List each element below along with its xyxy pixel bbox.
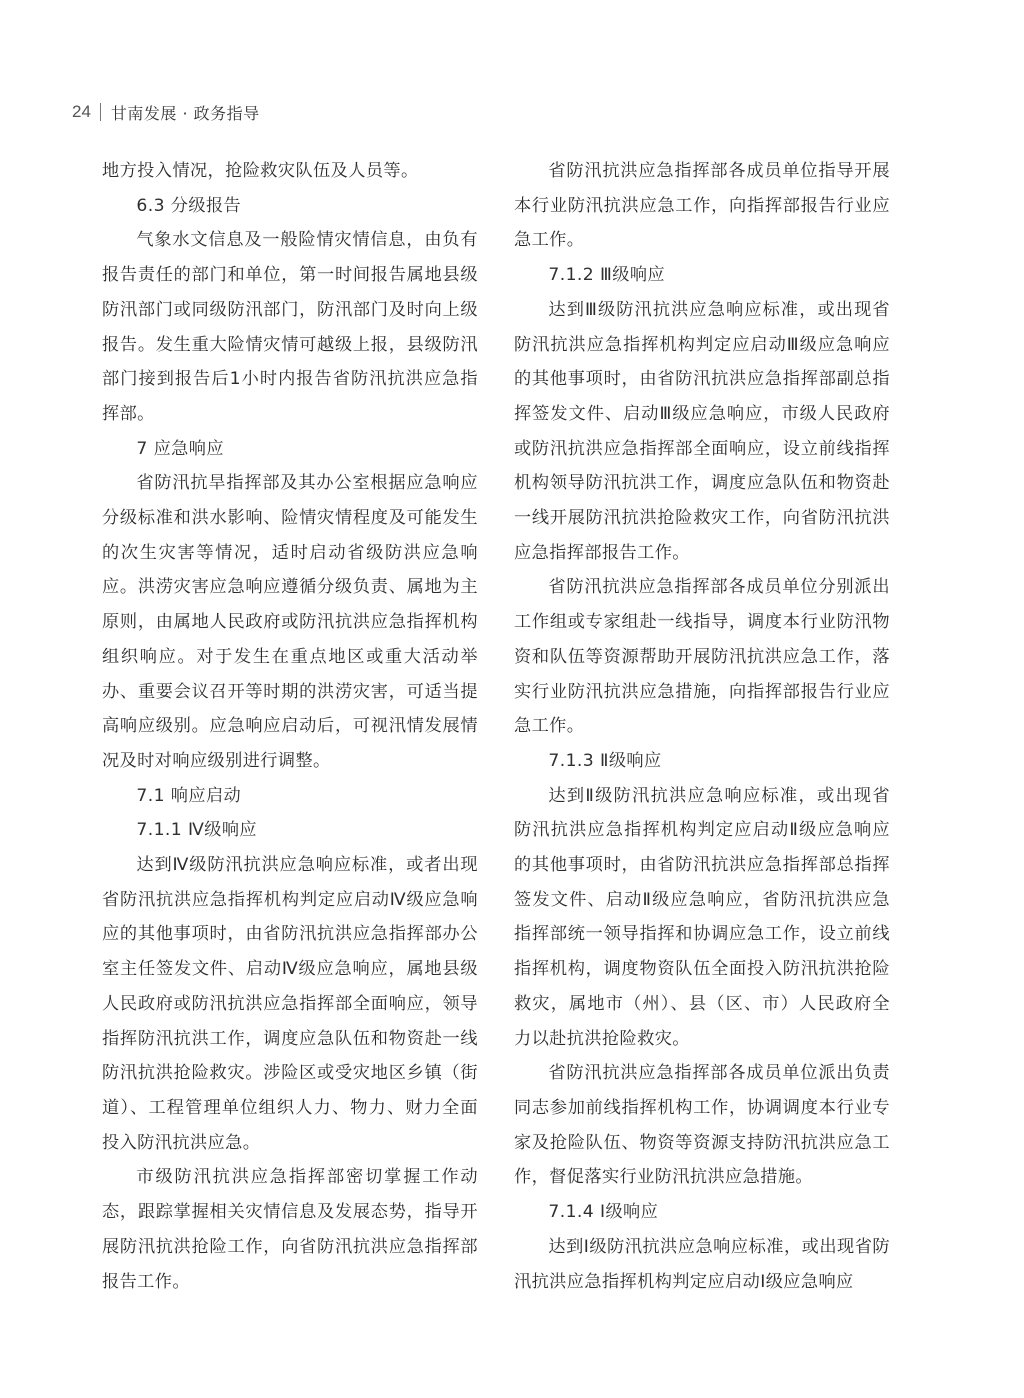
page-number: 24 (72, 102, 91, 121)
left-column (102, 154, 478, 1299)
section-heading-6-3: 6.3 分级报告 (136, 195, 242, 216)
section-heading-7-1-3: 7.1.3 Ⅱ级响应 (548, 750, 662, 771)
section-heading-7: 7 应急响应 (136, 438, 224, 459)
running-header (72, 100, 260, 124)
right-column (514, 154, 890, 1299)
section-heading-7-1-1: 7.1.1 Ⅳ级响应 (136, 820, 258, 841)
paragraph: 省防汛抗洪应急指挥部各成员单位指导开展本行业防汛抗洪应急工作，向指挥部报告行业应急工作。 (514, 161, 890, 251)
paragraph: 市级防汛抗洪应急指挥部密切掌握工作动态，跟踪掌握相关灾情信息及发展态势，指导开展防汛抗洪抢险工作，向省防汛抗洪应急指挥部报告工作。 (102, 1167, 478, 1292)
header-divider (100, 103, 101, 121)
paragraph: 达到Ⅱ级防汛抗洪应急响应标准，或出现省防汛抗洪应急指挥机构判定应启动Ⅱ级应急响应的其他事项时，由省防汛抗洪应急指挥部总指挥签发文件、启动Ⅱ级应急响应，省防汛抗洪应急指挥部统一领导指挥和协调应急工作，设立前线指挥机构，调度物资队伍全面投入防汛抗洪抢险救灾，属地市（州）、县（区、市）人民政府全力以赴抗洪抢险救灾。 (514, 785, 890, 1049)
section-heading-7-1: 7.1 响应启动 (136, 785, 242, 806)
paragraph: 达到Ⅳ级防汛抗洪应急响应标准，或者出现省防汛抗洪应急指挥机构判定应启动Ⅳ级应急响应的其他事项时，由省防汛抗洪应急指挥部办公室主任签发文件、启动Ⅳ级应急响应，属地县级人民政府或防汛抗洪应急指挥部全面响应，领导指挥防汛抗洪工作，调度应急队伍和物资赴一线防汛抗洪抢险救灾。涉险区或受灾地区乡镇（街道）、工程管理单位组织人力、物力、财力全面投入防汛抗洪应急。 (102, 855, 478, 1153)
paragraph: 达到Ⅲ级防汛抗洪应急响应标准，或出现省防汛抗洪应急指挥机构判定应启动Ⅲ级应急响应的其他事项时，由省防汛抗洪应急指挥部副总指挥签发文件、启动Ⅲ级应急响应，市级人民政府或防汛抗洪应急指挥部全面响应，设立前线指挥机构领导防汛抗洪工作，调度应急队伍和物资赴一线开展防汛抗洪抢险救灾工作，向省防汛抗洪应急指挥部报告工作。 (514, 299, 890, 563)
section-heading-7-1-2: 7.1.2 Ⅲ级响应 (548, 265, 665, 286)
paragraph: 省防汛抗洪应急指挥部各成员单位分别派出工作组或专家组赴一线指导，调度本行业防汛物资和队伍等资源帮助开展防汛抗洪应急工作，落实行业防汛抗洪应急措施，向指挥部报告行业应急工作。 (514, 577, 890, 737)
journal-title: 甘南发展 · 政务指导 (110, 103, 260, 123)
paragraph: 省防汛抗旱指挥部及其办公室根据应急响应分级标准和洪水影响、险情灾情程度及可能发生的次生灾害等情况，适时启动省级防洪应急响应。洪涝灾害应急响应遵循分级负责、属地为主原则，由属地人民政府或防汛抗洪应急指挥机构组织响应。对于发生在重点地区或重大活动举办、重要会议召开等时期的洪涝灾害，可适当提高响应级别。应急响应启动后，可视汛情发展情况及时对响应级别进行调整。 (102, 473, 478, 771)
paragraph: 气象水文信息及一般险情灾情信息，由负有报告责任的部门和单位，第一时间报告属地县级防汛部门或同级防汛部门，防汛部门及时向上级报告。发生重大险情灾情可越级上报，县级防汛部门接到报告后1小时内报告省防汛抗洪应急指挥部。 (102, 230, 478, 424)
paragraph: 地方投入情况，抢险救灾队伍及人员等。 (102, 161, 419, 181)
paragraph: 省防汛抗洪应急指挥部各成员单位派出负责同志参加前线指挥机构工作，协调调度本行业专家及抢险队伍、物资等资源支持防汛抗洪应急工作，督促落实行业防汛抗洪应急措施。 (514, 1063, 890, 1188)
paragraph: 达到Ⅰ级防汛抗洪应急响应标准，或出现省防汛抗洪应急指挥机构判定应启动Ⅰ级应急响应 (514, 1236, 890, 1292)
section-heading-7-1-4: 7.1.4 Ⅰ级响应 (548, 1202, 659, 1223)
